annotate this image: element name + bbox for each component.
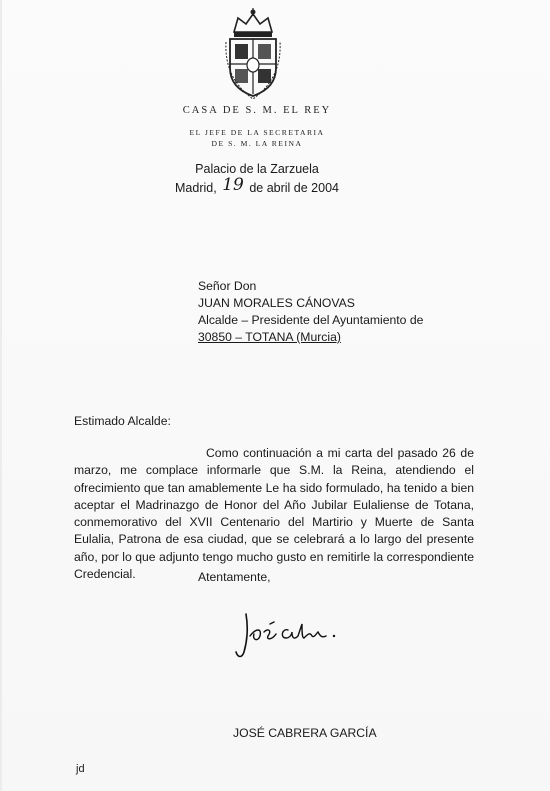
royal-crest-icon [220, 8, 286, 100]
letter-body: Como continuación a mi carta del pasado 26 de marzo, me complace informarle que S.M. la Reina, atendiendo el ofrecimiento que tan amablemente Le ha sido formulado, ha tenido a bien aceptar el Madrinazgo de Honor del Año Jubilar Eulaliense de Totana, conmemorativo del XVII Centenario del Martirio y Muerte de Santa Eulalia, Patrona de esa ciudad, que se celebrará a lo largo del presente año, por lo que adjunto tengo mucho gusto en remitirle la correspondiente Credencial. [74, 446, 474, 582]
recipient-name: JUAN MORALES CÁNOVAS [198, 296, 355, 310]
recipient-position: Alcalde – Presidente del Ayuntamiento de [198, 313, 424, 327]
date-rest: de abril de 2004 [249, 181, 339, 195]
place-palace: Palacio de la Zarzuela [195, 162, 319, 176]
date-city: Madrid, [175, 181, 217, 195]
letterhead-office-line1: EL JEFE DE LA SECRETARIA [189, 128, 325, 137]
letterhead-house: CASA DE S. M. EL REY [182, 105, 332, 116]
typist-initials: jd [76, 763, 85, 775]
letterhead-office-line2: DE S. M. LA REINA [211, 139, 303, 148]
place-date [152, 177, 362, 197]
recipient-title: Señor Don [198, 279, 257, 293]
signature [232, 606, 352, 666]
closing: Atentamente, [198, 570, 271, 584]
signer-name: JOSÉ CABRERA GARCÍA [233, 726, 377, 740]
greeting: Estimado Alcalde: [74, 414, 171, 428]
date-day-handwritten: 19 [222, 175, 244, 195]
recipient-postal: 30850 – TOTANA (Murcia) [198, 330, 341, 344]
